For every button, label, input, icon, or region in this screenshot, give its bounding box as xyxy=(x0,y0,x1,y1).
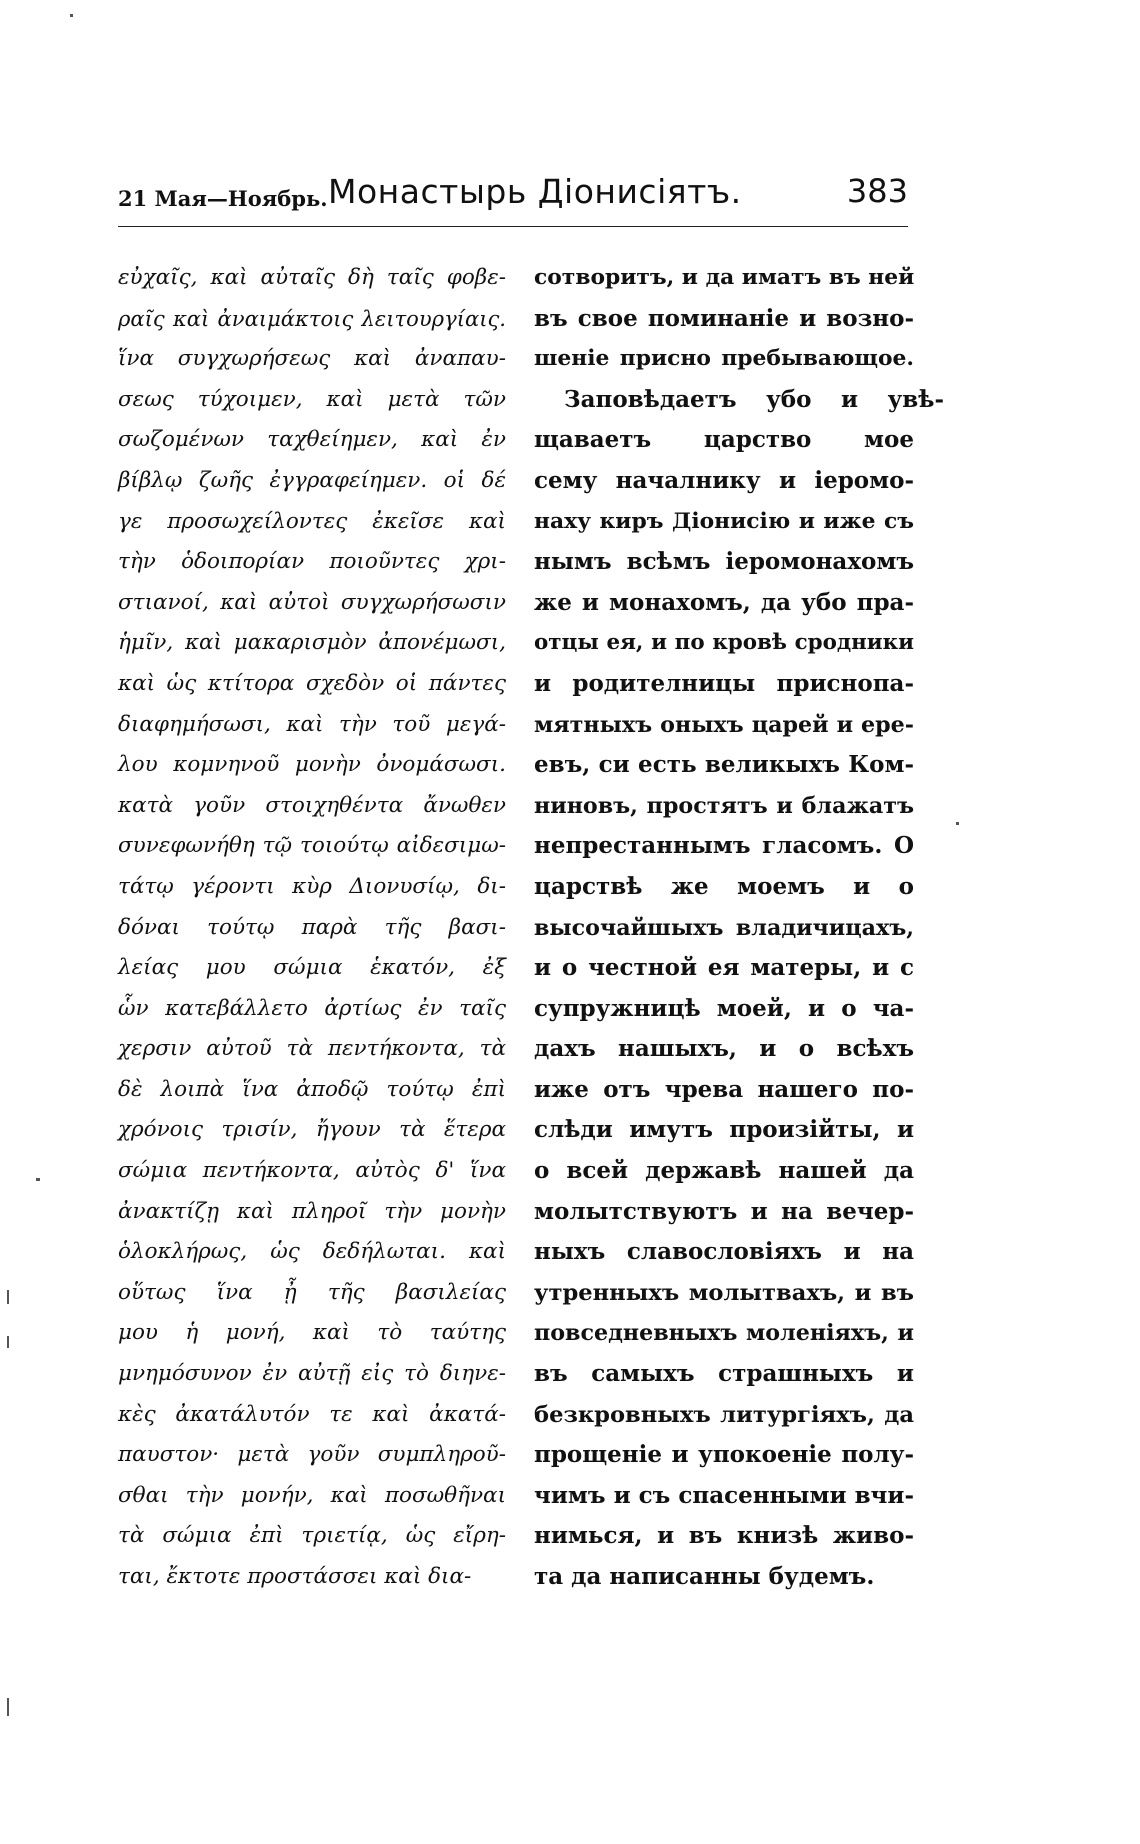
text-line: утренныхъ молытвахъ, и въ xyxy=(534,1279,914,1306)
text-line: отцы ея, и по кровѣ сродники xyxy=(534,630,914,656)
text-line: γε προσωχείλοντες ἐκεῖσε καὶ xyxy=(118,508,506,534)
text-line: высочайшыхъ владичицахъ, xyxy=(534,914,914,941)
text-line: непрестаннымъ гласомъ. О xyxy=(534,832,914,860)
text-line: δὲ λοιπὰ ἵνα ἀποδῷ τούτῳ ἐπὶ xyxy=(118,1076,506,1102)
text-line: ниновъ, простятъ и блажатъ xyxy=(534,792,914,819)
text-line: наху киръ Діонисію и иже съ xyxy=(534,508,914,534)
text-line: δόναι τούτῳ παρὰ τῆς βασι- xyxy=(118,914,506,940)
text-line: царствѣ же моемъ и о xyxy=(534,872,914,900)
text-line: ται, ἔκτοτε προστάσσει καὶ δια- xyxy=(118,1564,472,1589)
text-line: мятныхъ оныхъ царей и ере- xyxy=(534,711,914,738)
text-line: συνεφωνήθη τῷ τοιούτῳ αἰδεσιμω- xyxy=(118,833,506,859)
text-line: ἵνα συγχωρήσεως καὶ ἀναπαυ- xyxy=(118,346,506,372)
text-line: Заповѣдаетъ убо и увѣ- xyxy=(564,385,944,413)
text-line: λείας μου σώμια ἑκατόν, ἐξ xyxy=(118,955,506,981)
text-line: ὁλοκλήρως, ὡς δεδήλωται. καὶ xyxy=(118,1239,506,1265)
margin-speck xyxy=(7,1336,9,1348)
text-line: στιανοί, καὶ αὐτοὶ συγχωρήσωσιν xyxy=(118,589,506,615)
text-line: μου ἡ μονή, καὶ τὸ ταύτης xyxy=(118,1320,506,1346)
text-line: μνημόσυνον ἐν αὐτῇ εἰς τὸ διηνε- xyxy=(118,1361,506,1387)
text-line: τὰ σώμια ἐπὶ τριετίᾳ, ὡς εἴρη- xyxy=(118,1523,506,1549)
header-rule xyxy=(118,226,908,227)
text-line: παυστον· μετὰ γοῦν συμπληροῦ- xyxy=(118,1442,506,1468)
text-line: οὕτως ἵνα ᾖ τῆς βασιλείας xyxy=(118,1279,506,1305)
text-line: же и монахомъ, да убо пра- xyxy=(534,588,914,616)
slavonic-text-column xyxy=(534,258,944,1598)
text-line: ὧν κατεβάλλετο ἀρτίως ἐν ταῖς xyxy=(118,995,506,1021)
header-title: Монастырь Діонисіятъ. xyxy=(328,172,742,211)
text-line: κὲς ἀκατάλυτόν τε καὶ ἀκατά- xyxy=(118,1401,506,1427)
text-line: и родителницы приснопа- xyxy=(534,669,914,697)
text-line: τάτῳ γέροντι κὺρ Διονυσίῳ, δι- xyxy=(118,873,506,899)
text-line: нимься, и въ книзѣ живо- xyxy=(534,1522,914,1550)
text-line: σεως τύχοιμεν, καὶ μετὰ τῶν xyxy=(118,386,506,412)
margin-speck xyxy=(7,1698,9,1716)
text-line: ραῖς καὶ ἀναιμάκτοις λειτουργίαις. xyxy=(118,305,506,331)
text-line: ἡμῖν, καὶ μακαρισμὸν ἀπονέμωσι, xyxy=(118,630,506,656)
text-line: καὶ ὡς κτίτορα σχεδὸν οἱ πάντες xyxy=(118,670,506,696)
text-line: ныхъ славословіяхъ и на xyxy=(534,1238,914,1266)
text-line: σώμια πεντήκοντα, αὐτὸς δ' ἵνα xyxy=(118,1158,506,1184)
running-header xyxy=(118,172,908,232)
margin-speck xyxy=(36,1178,40,1181)
text-line: διαφημήσωσι, καὶ τὴν τοῦ μεγά- xyxy=(118,711,506,737)
text-line: шеніе присно пребывающое. xyxy=(534,346,914,372)
text-line: нымъ всѣмъ іеромонахомъ xyxy=(534,548,914,576)
text-line: евъ, си есть великыхъ Ком- xyxy=(534,751,914,779)
text-line: κατὰ γοῦν στοιχηθέντα ἄνωθεν xyxy=(118,792,506,818)
text-line: въ самыхъ страшныхъ и xyxy=(534,1360,914,1388)
text-line: ἀνακτίζῃ καὶ πληροῖ τὴν μονὴν xyxy=(118,1198,506,1224)
text-line: безкровныхъ литургіяхъ, да xyxy=(534,1401,914,1428)
text-line: χρόνοις τρισίν, ἤγουν τὰ ἕτερα xyxy=(118,1117,506,1143)
text-line: σθαι τὴν μονήν, καὶ ποσωθῆναι xyxy=(118,1482,506,1508)
text-line: τὴν ὁδοιπορίαν ποιοῦντες χρι- xyxy=(118,549,506,575)
text-line: βίβλῳ ζωῆς ἐγγραφείημεν. οἱ δέ xyxy=(118,467,506,493)
text-line: дахъ нашыхъ, и о всѣхъ xyxy=(534,1035,914,1063)
text-line: та да написанны будемъ. xyxy=(534,1563,875,1590)
text-line: χερσιν αὐτοῦ τὰ πεντήκοντα, τὰ xyxy=(118,1036,506,1062)
text-line: щаваетъ царство мое xyxy=(534,426,914,454)
margin-speck xyxy=(70,14,73,17)
text-line: въ свое поминаніе и возно- xyxy=(534,304,914,332)
text-line: σωζομένων ταχθείημεν, καὶ ἐν xyxy=(118,427,506,453)
text-line: о всей державѣ нашей да xyxy=(534,1157,914,1185)
text-line: εὐχαῖς, καὶ αὐταῖς δὴ ταῖς φοβε- xyxy=(118,265,506,290)
margin-speck xyxy=(956,822,959,825)
text-line: сотворитъ, и да иматъ въ ней xyxy=(534,265,915,290)
text-line: λου κομνηνοῦ μονὴν ὀνομάσωσι. xyxy=(118,752,506,778)
header-date-range: 21 Мая—Ноябрь. xyxy=(118,186,328,211)
text-line: повседневныхъ моленіяхъ, и xyxy=(534,1320,914,1347)
text-line: и о честной ея матеры, и с xyxy=(534,954,914,982)
text-line: слѣди имутъ произійты, и xyxy=(534,1116,914,1144)
text-line: сему началнику и іеромо- xyxy=(534,466,914,494)
text-line: молытствуютъ и на вечер- xyxy=(534,1197,914,1225)
text-line: супружницѣ моей, и о ча- xyxy=(534,994,914,1022)
page-number: 383 xyxy=(846,172,908,210)
text-line: иже отъ чрева нашего по- xyxy=(534,1075,914,1103)
margin-speck xyxy=(7,1290,9,1304)
text-line: чимъ и съ спасенными вчи- xyxy=(534,1481,914,1509)
greek-text-column xyxy=(118,258,506,1598)
text-line: прощеніе и упокоеніе полу- xyxy=(534,1441,914,1469)
